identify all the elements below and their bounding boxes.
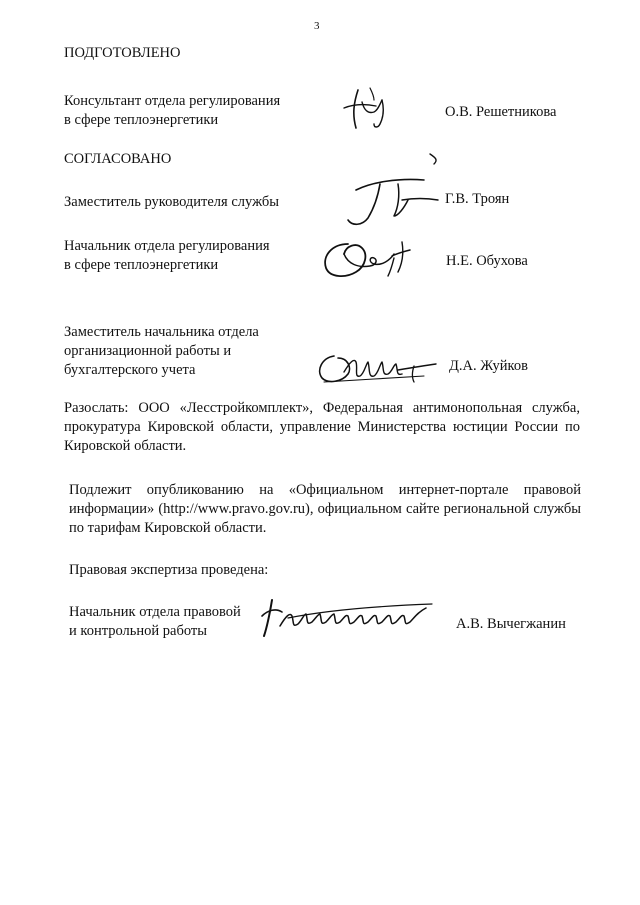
- prepared-heading: ПОДГОТОВЛЕНО: [64, 45, 181, 61]
- prepared-position-line1: Консультант отдела регулирования: [64, 93, 281, 109]
- legal-review-name: А.В. Вычегжанин: [456, 616, 566, 632]
- legal-review-position: [69, 603, 241, 641]
- deputy-org-position-line2: организационной работы и: [64, 343, 232, 359]
- signature-obukhova: [318, 228, 418, 284]
- deputy-head-position: Заместитель руководителя службы: [64, 194, 280, 210]
- deputy-org-position: [64, 323, 259, 380]
- distribution-paragraph: Разослать: ООО «Лесстройкомплект», Федеральная антимонопольная служба, прокуратура Кировской области, управление Министерства юстиции России по Кировской области.: [64, 400, 580, 454]
- legal-review-position-line1: Начальник отдела правовой: [69, 604, 241, 620]
- signature-reshetnikova: [340, 84, 400, 132]
- head-regulation-name: Н.Е. Обухова: [446, 253, 528, 269]
- deputy-org-position-line1: Заместитель начальника отдела: [64, 324, 259, 340]
- head-regulation-position-line1: Начальник отдела регулирования: [64, 238, 270, 254]
- deputy-org-name: Д.А. Жуйков: [449, 358, 528, 374]
- deputy-head-name: Г.В. Троян: [445, 191, 510, 207]
- signature-zhuykov: [314, 348, 442, 388]
- prepared-position: [64, 92, 280, 130]
- publication-paragraph: Подлежит опубликованию на «Официальном интернет-портале правовой информации» (http://www.pravo.gov.ru), официальном сайте региональной службы по тарифам Кировской области.: [69, 482, 581, 536]
- agreed-heading: СОГЛАСОВАНО: [64, 151, 172, 167]
- page-number: 3: [314, 20, 320, 32]
- legal-review-position-line2: и контрольной работы: [69, 623, 207, 639]
- legal-review-statement: Правовая экспертиза проведена:: [69, 562, 269, 578]
- prepared-position-line2: в сфере теплоэнергетики: [64, 112, 219, 128]
- deputy-org-position-line3: бухгалтерского учета: [64, 362, 196, 378]
- prepared-name: О.В. Решетникова: [445, 104, 557, 120]
- signature-troyan: [342, 150, 450, 230]
- head-regulation-position-line2: в сфере теплоэнергетики: [64, 257, 219, 273]
- signature-vychegzhanin: [258, 596, 438, 640]
- head-regulation-position: [64, 237, 270, 275]
